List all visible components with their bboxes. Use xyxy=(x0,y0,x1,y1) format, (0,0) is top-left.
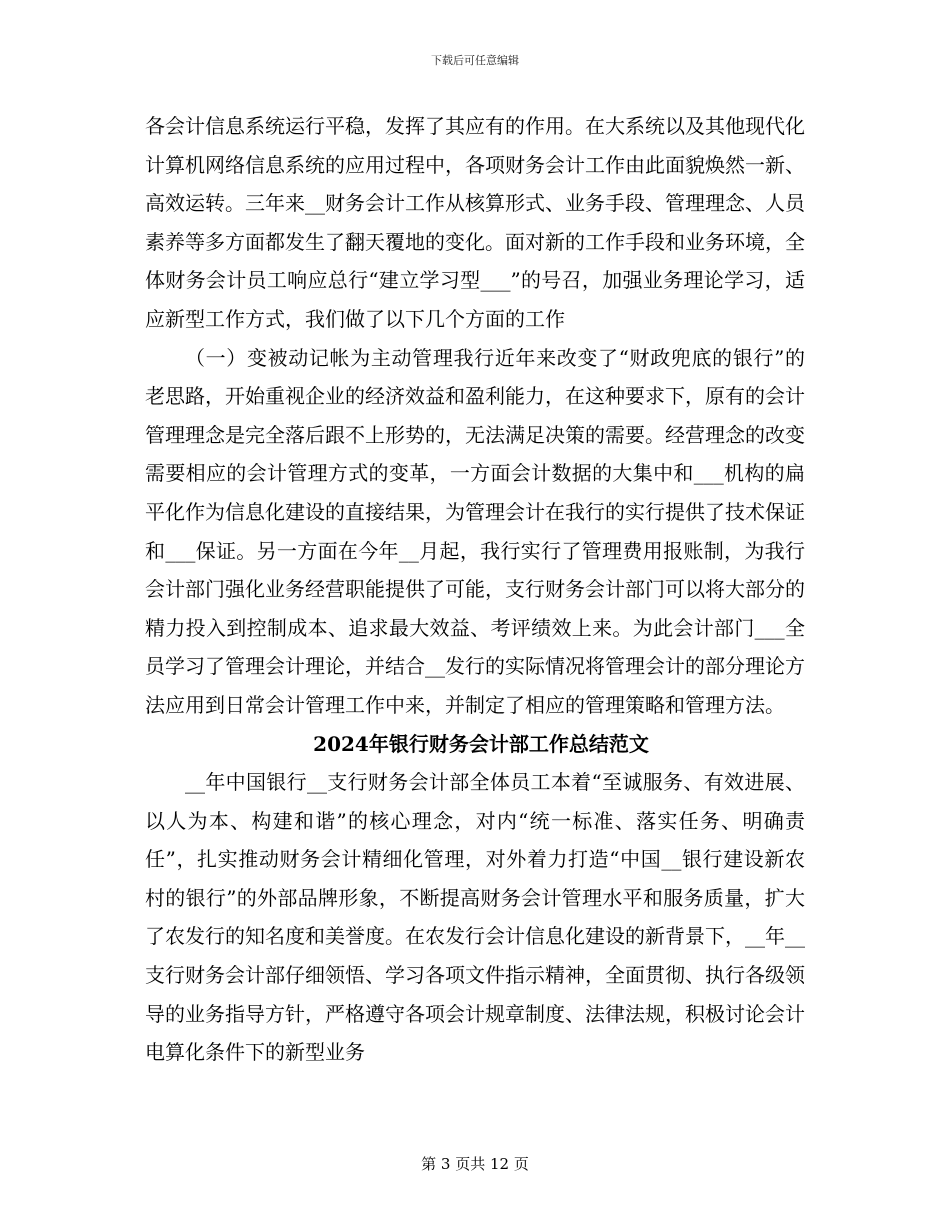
section-heading: 2024年银行财务会计部工作总结范文 xyxy=(313,731,649,756)
paragraph-1: 各会计信息系统运行平稳，发挥了其应有的作用。在大系统以及其他现代化计算机网络信息系统的应用过程中，各项财务会计工作由此面貌焕然一新、高效运转。三年来__财务会计工作从核算形式、业务手段、管理理念、人员素养等多方面都发生了翻天覆地的变化。面对新的工作手段和业务环境，全体财务会计员工响应总行“建立学习型___”的号召，加强业务理论学习，适应新型工作方式，我们做了以下几个方面的工作 xyxy=(145,114,805,331)
page-header: 下载后可任意编辑 xyxy=(431,54,519,67)
paragraph-3: __年中国银行__支行财务会计部全体员工本着“至诚服务、有效进展、以人为本、构建和谐”的核心理念，对内“统一标准、落实任务、明确责任”，扎实推动财务会计精细化管理，对外着力打造“中国__银行建设新农村的银行”的外部品牌形象，不断提高财务会计管理水平和服务质量，扩大了农发行的知名度和美誉度。在农发行会计信息化建设的新背景下，__年__支行财务会计部仔细领悟、学习各项文件指示精神，全面贯彻、执行各级领导的业务指导方针，严格遵守各项会计规章制度、法律法规，积极讨论会计电算化条件下的新型业务 xyxy=(145,770,805,1065)
paragraph-2: （一）变被动记帐为主动管理我行近年来改变了“财政兜底的银行”的老思路，开始重视企业的经济效益和盈利能力，在这种要求下，原有的会计管理理念是完全落后跟不上形势的，无法满足决策的需要。经营理念的改变需要相应的会计管理方式的变革，一方面会计数据的大集中和___机构的扁平化作为信息化建设的直接结果，为管理会计在我行的实行提供了技术保证和___保证。另一方面在今年__月起，我行实行了管理费用报账制，为我行会计部门强化业务经营职能提供了可能，支行财务会计部门可以将大部分的精力投入到控制成本、追求最大效益、考评绩效上来。为此会计部门___全员学习了管理会计理论，并结合__发行的实际情况将管理会计的部分理论方法应用到日常会计管理工作中来，并制定了相应的管理策略和管理方法。 xyxy=(145,345,805,717)
document-body xyxy=(145,107,805,1072)
page-footer: 第 3 页共 12 页 xyxy=(421,1155,529,1173)
